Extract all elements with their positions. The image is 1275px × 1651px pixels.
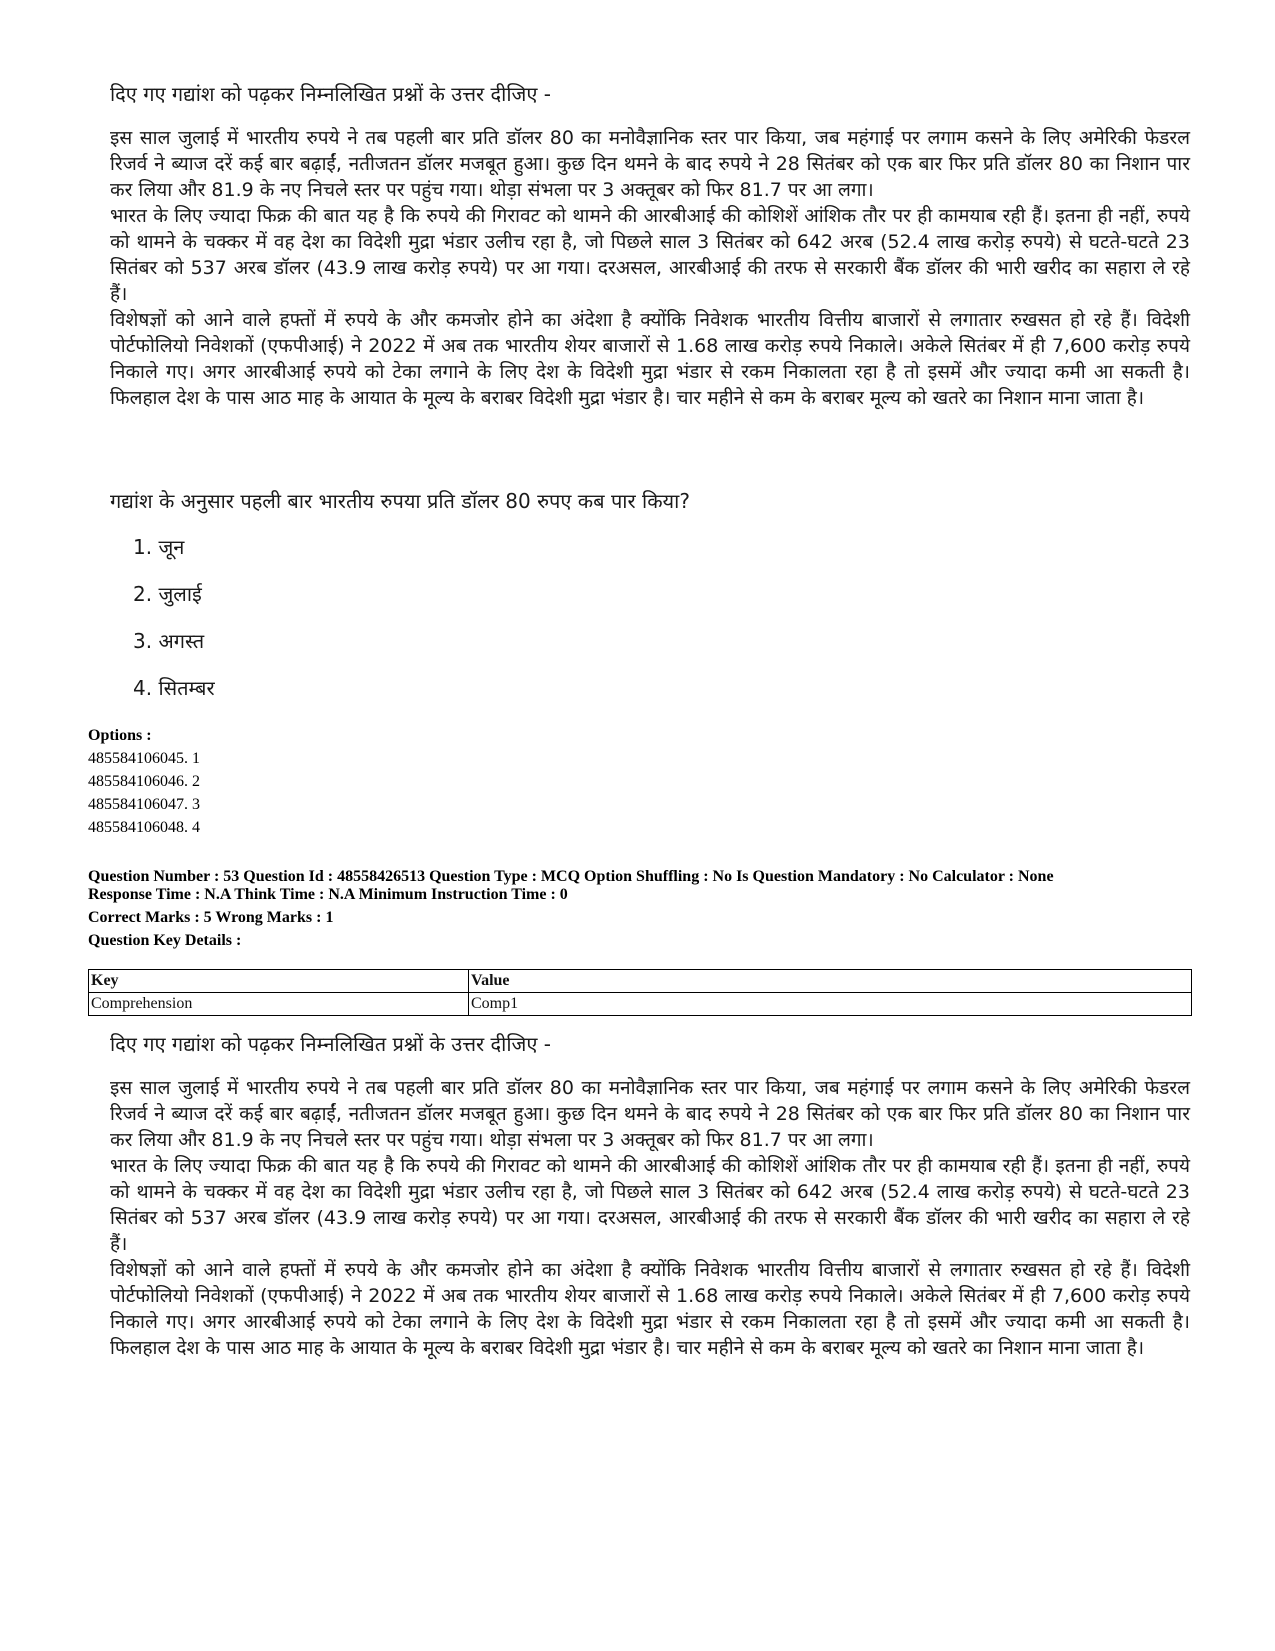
key-details-label: Question Key Details : bbox=[88, 932, 242, 949]
passage-paragraph: इस साल जुलाई में भारतीय रुपये ने तब पहली बार प्रति डॉलर 80 का मनोवैज्ञानिक स्तर पार किया, जब महंगाई पर लगाम कसने के लिए अमेरिकी फेडरल रिजर्व ने ब्याज दरें कई बार बढ़ाईं, नतीजतन डॉलर मजबूत हुआ। कुछ दिन थमने के बाद रुपये ने 28 सितंबर को एक बार फिर प्रति डॉलर 80 का निशान पार कर लिया और 81.9 के नए निचले स्तर पर पहुंच गया। थोड़ा संभला पर 3 अक्तूबर को फिर 81.7 पर आ लगा। bbox=[110, 1077, 1190, 1151]
passage-paragraph: भारत के लिए ज्यादा फिक्र की बात यह है कि रुपये की गिरावट को थामने की आरबीआई की कोशिशें आंशिक तौर पर ही कामयाब रही हैं। इतना ही नहीं, रुपये को थामने के चक्कर में वह देश का विदेशी मुद्रा भंडार उलीच रहा है, जो पिछले साल 3 सितंबर को 642 अरब (52.4 लाख करोड़ रुपये) से घटते-घटते 23 सितंबर को 537 अरब डॉलर (43.9 लाख करोड़ रुपये) पर आ गया। दरअसल, आरबीआई की तरफ से सरकारी बैंक डॉलर की भारी खरीद का सहारा ले रहे हैं। bbox=[110, 1155, 1190, 1255]
answer-choices bbox=[133, 532, 533, 720]
options-section bbox=[88, 724, 1208, 839]
answer-choice[interactable]: 1. जून bbox=[133, 535, 185, 559]
question-info-line: Question Number : 53 Question Id : 48558426513 Question Type : MCQ Option Shuffling : No Is Question Mandatory : No Calculator : None bbox=[88, 868, 1054, 885]
marks-line: Correct Marks : 5 Wrong Marks : 1 bbox=[88, 909, 334, 926]
passage-paragraph: विशेषज्ञों को आने वाले हफ्तों में रुपये के और कमजोर होने का अंदेशा है क्योंकि निवेशक भारतीय वित्तीय बाजारों से लगातार रुखसत हो रहे हैं। विदेशी पोर्टफोलियो निवेशकों (एफपीआई) ने 2022 में अब तक भारतीय शेयर बाजारों से 1.68 लाख करोड़ रुपये निकाले। अकेले सितंबर में ही 7,600 करोड़ रुपये निकाले गए। अगर आरबीआई रुपये को टेका लगाने के लिए देश के विदेशी मुद्रा भंडार से रकम निकालता रहा है तो इसमें और ज्यादा कमी आ सकती है। फिलहाल देश के पास आठ माह के आयात के मूल्य के बराबर विदेशी मुद्रा भंडार है। चार महीने से कम के बराबर मूल्य को खतरे का निशान माना जाता है। bbox=[110, 309, 1190, 409]
options-list bbox=[88, 747, 1208, 839]
table-header-key: Key bbox=[89, 970, 469, 993]
comprehension-instruction: दिए गए गद्यांश को पढ़कर निम्नलिखित प्रश्नों के उत्तर दीजिए - bbox=[110, 82, 552, 106]
comprehension-passage bbox=[110, 125, 1190, 411]
table-row bbox=[89, 993, 1192, 1016]
table-header-value: Value bbox=[469, 970, 1192, 993]
option-id: 485584106048. 4 bbox=[88, 819, 200, 836]
passage-paragraph: भारत के लिए ज्यादा फिक्र की बात यह है कि रुपये की गिरावट को थामने की आरबीआई की कोशिशें आंशिक तौर पर ही कामयाब रही हैं। इतना ही नहीं, रुपये को थामने के चक्कर में वह देश का विदेशी मुद्रा भंडार उलीच रहा है, जो पिछले साल 3 सितंबर को 642 अरब (52.4 लाख करोड़ रुपये) से घटते-घटते 23 सितंबर को 537 अरब डॉलर (43.9 लाख करोड़ रुपये) पर आ गया। दरअसल, आरबीआई की तरफ से सरकारी बैंक डॉलर की भारी खरीद का सहारा ले रहे हैं। bbox=[110, 205, 1190, 305]
options-label: Options : bbox=[88, 727, 152, 744]
table-cell-key: Comprehension bbox=[89, 993, 469, 1016]
option-id: 485584106045. 1 bbox=[88, 750, 200, 767]
answer-choice[interactable]: 4. सितम्बर bbox=[133, 676, 215, 700]
option-id: 485584106047. 3 bbox=[88, 796, 200, 813]
key-details-table bbox=[88, 969, 1192, 1016]
question-timing-line: Response Time : N.A Think Time : N.A Minimum Instruction Time : 0 bbox=[88, 886, 568, 903]
answer-choice[interactable]: 3. अगस्त bbox=[133, 629, 205, 653]
comprehension-instruction: दिए गए गद्यांश को पढ़कर निम्नलिखित प्रश्नों के उत्तर दीजिए - bbox=[110, 1032, 552, 1056]
table-header-row bbox=[89, 970, 1192, 993]
question-info bbox=[88, 868, 1208, 950]
option-id: 485584106046. 2 bbox=[88, 773, 200, 790]
passage-paragraph: इस साल जुलाई में भारतीय रुपये ने तब पहली बार प्रति डॉलर 80 का मनोवैज्ञानिक स्तर पार किया, जब महंगाई पर लगाम कसने के लिए अमेरिकी फेडरल रिजर्व ने ब्याज दरें कई बार बढ़ाईं, नतीजतन डॉलर मजबूत हुआ। कुछ दिन थमने के बाद रुपये ने 28 सितंबर को एक बार फिर प्रति डॉलर 80 का निशान पार कर लिया और 81.9 के नए निचले स्तर पर पहुंच गया। थोड़ा संभला पर 3 अक्तूबर को फिर 81.7 पर आ लगा। bbox=[110, 127, 1190, 201]
passage-paragraph: विशेषज्ञों को आने वाले हफ्तों में रुपये के और कमजोर होने का अंदेशा है क्योंकि निवेशक भारतीय वित्तीय बाजारों से लगातार रुखसत हो रहे हैं। विदेशी पोर्टफोलियो निवेशकों (एफपीआई) ने 2022 में अब तक भारतीय शेयर बाजारों से 1.68 लाख करोड़ रुपये निकाले। अकेले सितंबर में ही 7,600 करोड़ रुपये निकाले गए। अगर आरबीआई रुपये को टेका लगाने के लिए देश के विदेशी मुद्रा भंडार से रकम निकालता रहा है तो इसमें और ज्यादा कमी आ सकती है। फिलहाल देश के पास आठ माह के आयात के मूल्य के बराबर विदेशी मुद्रा भंडार है। चार महीने से कम के बराबर मूल्य को खतरे का निशान माना जाता है। bbox=[110, 1259, 1190, 1359]
comprehension-passage bbox=[110, 1075, 1190, 1361]
table-cell-value: Comp1 bbox=[469, 993, 1192, 1016]
answer-choice[interactable]: 2. जुलाई bbox=[133, 582, 202, 606]
question-text: गद्यांश के अनुसार पहली बार भारतीय रुपया प्रति डॉलर 80 रुपए कब पार किया? bbox=[110, 489, 690, 513]
